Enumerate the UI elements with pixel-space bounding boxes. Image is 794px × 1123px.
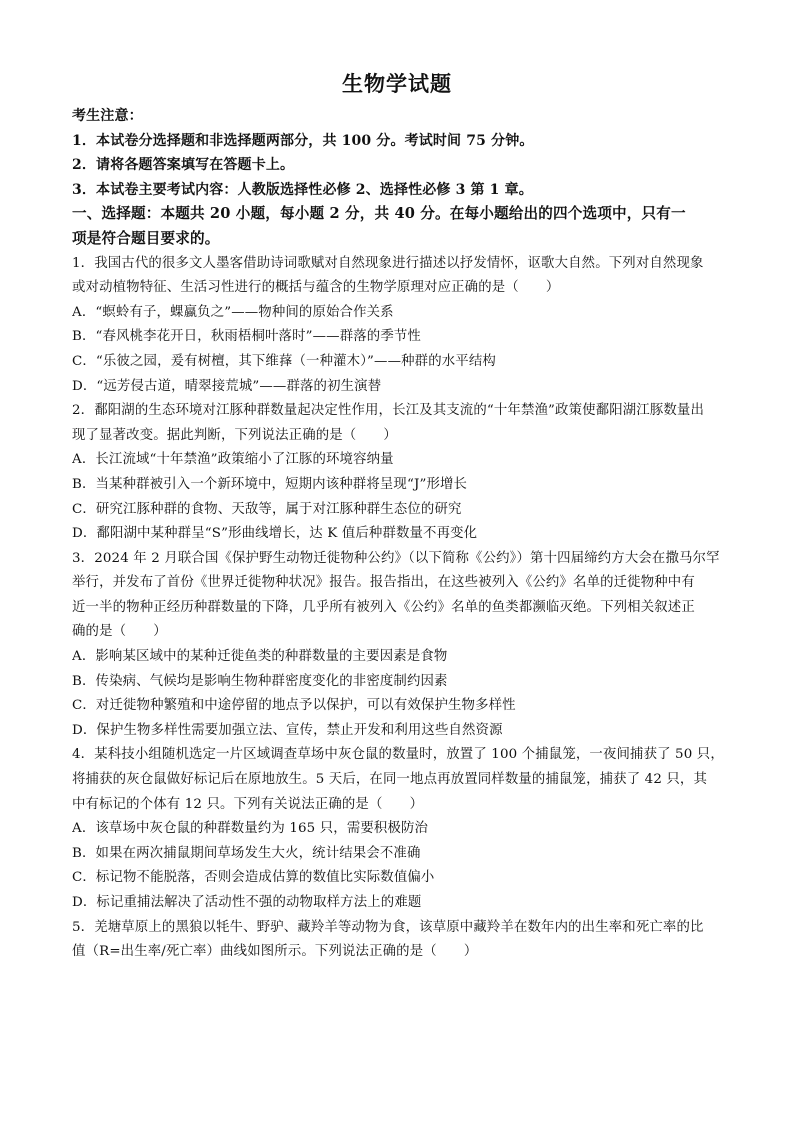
option-b: B．传染病、气候均是影响生物种群密度变化的非密度制约因素 (72, 673, 448, 689)
question-stem: 中有标记的个体有 12 只。下列有关说法正确的是（ ） (72, 796, 424, 812)
option-a: A．影响某区域中的某种迁徙鱼类的种群数量的主要因素是食物 (72, 649, 448, 665)
option-c: C．标记物不能脱落，否则会造成估算的数值比实际数值偏小 (72, 870, 435, 886)
question-stem: 或对动植物特征、生活习性进行的概括与蕴含的生物学原理对应正确的是（ ） (72, 280, 560, 296)
option-b: B．如果在两次捕鼠期间草场发生大火，统计结果会不准确 (72, 845, 421, 861)
question-5 (72, 916, 740, 965)
question-stem: 举行，并发布了首份《世界迁徙物种状况》报告。报告指出，在这些被列入《公约》名单的迁徙物种中有 (72, 575, 695, 591)
option-a: A．该草场中灰仓鼠的种群数量约为 165 只，需要积极防治 (72, 821, 429, 837)
page-content (72, 104, 740, 965)
option-d: D．“远芳侵古道，晴翠接荒城”——群落的初生演替 (72, 378, 382, 394)
option-b: B．“春风桃李花开日，秋雨梧桐叶落时”——群落的季节性 (72, 329, 421, 345)
question-2 (72, 399, 740, 547)
question-stem: 5．羌塘草原上的黑狼以牦牛、野驴、藏羚羊等动物为食，该草原中藏羚羊在数年内的出生率和死亡率的比 (72, 919, 704, 935)
question-stem: 现了显著改变。据此判断，下列说法正确的是（ ） (72, 427, 397, 443)
option-c: C．研究江豚种群的食物、天敌等，属于对江豚种群生态位的研究 (72, 501, 462, 517)
option-a: A．长江流域“十年禁渔”政策缩小了江豚的环境容纳量 (72, 452, 394, 468)
question-stem: 值（R=出生率/死亡率）曲线如图所示。下列说法正确的是（ ） (72, 944, 478, 960)
notice-item: 1．本试卷分选择题和非选择题两部分，共 100 分。考试时间 75 分钟。 (72, 132, 534, 149)
section-heading: 一、选择题：本题共 20 小题，每小题 2 分，共 40 分。在每小题给出的四个选项中，只有一 (72, 205, 686, 223)
question-stem: 近一半的物种正经历种群数量的下降，几乎所有被列入《公约》名单的鱼类都濒临灭绝。下列相关叙述正 (72, 599, 695, 615)
question-4 (72, 743, 740, 915)
question-stem: 1．我国古代的很多文人墨客借助诗词歌赋对自然现象进行描述以抒发情怀，讴歌大自然。下列对自然现象 (72, 255, 704, 271)
notice-item: 3．本试卷主要考试内容：人教版选择性必修 2、选择性必修 3 第 1 章。 (72, 181, 533, 198)
page-title: 生物学试题 (342, 71, 452, 96)
option-d: D．标记重捕法解决了活动性不强的动物取样方法上的难题 (72, 895, 422, 910)
option-c: C．对迁徙物种繁殖和中途停留的地点予以保护，可以有效保护生物多样性 (72, 698, 516, 714)
question-stem: 将捕获的灰仓鼠做好标记后在原地放生。5 天后，在同一地点再放置同样数量的捕鼠笼，捕获了 42 只，其 (72, 772, 708, 788)
option-b: B．当某种群被引入一个新环境中，短期内该种群将呈现“J”形增长 (72, 476, 468, 492)
section-heading: 项是符合题目要求的。 (72, 229, 220, 247)
question-stem: 3．2024 年 2 月联合国《保护野生动物迁徙物种公约》（以下简称《公约》）第十四届缔约方大会在撒马尔罕 (72, 550, 720, 566)
option-c: C．“乐彼之园，爰有树檀，其下维萚（一种灌木）”——种群的水平结构 (72, 353, 496, 369)
question-stem: 确的是（ ） (72, 624, 167, 640)
option-d: D．鄱阳湖中某种群呈“S”形曲线增长，达 K 值后种群数量不再变化 (72, 526, 478, 542)
notice-item: 2．请将各题答案填写在答题卡上。 (72, 157, 295, 174)
option-d: D．保护生物多样性需要加强立法、宣传，禁止开发和利用这些自然资源 (72, 722, 503, 738)
notice-heading: 考生注意： (72, 108, 143, 124)
question-stem: 2．鄱阳湖的生态环境对江豚种群数量起决定性作用，长江及其支流的“十年禁渔”政策使鄱阳湖江豚数量出 (72, 403, 704, 419)
option-a: A．“螟蛉有子，蜾蠃负之”——物种间的原始合作关系 (72, 304, 394, 320)
question-1 (72, 252, 740, 400)
question-stem: 4．某科技小组随机选定一片区域调查草场中灰仓鼠的数量时，放置了 100 个捕鼠笼，一夜间捕获了 50 只， (72, 747, 724, 763)
question-3 (72, 547, 740, 744)
